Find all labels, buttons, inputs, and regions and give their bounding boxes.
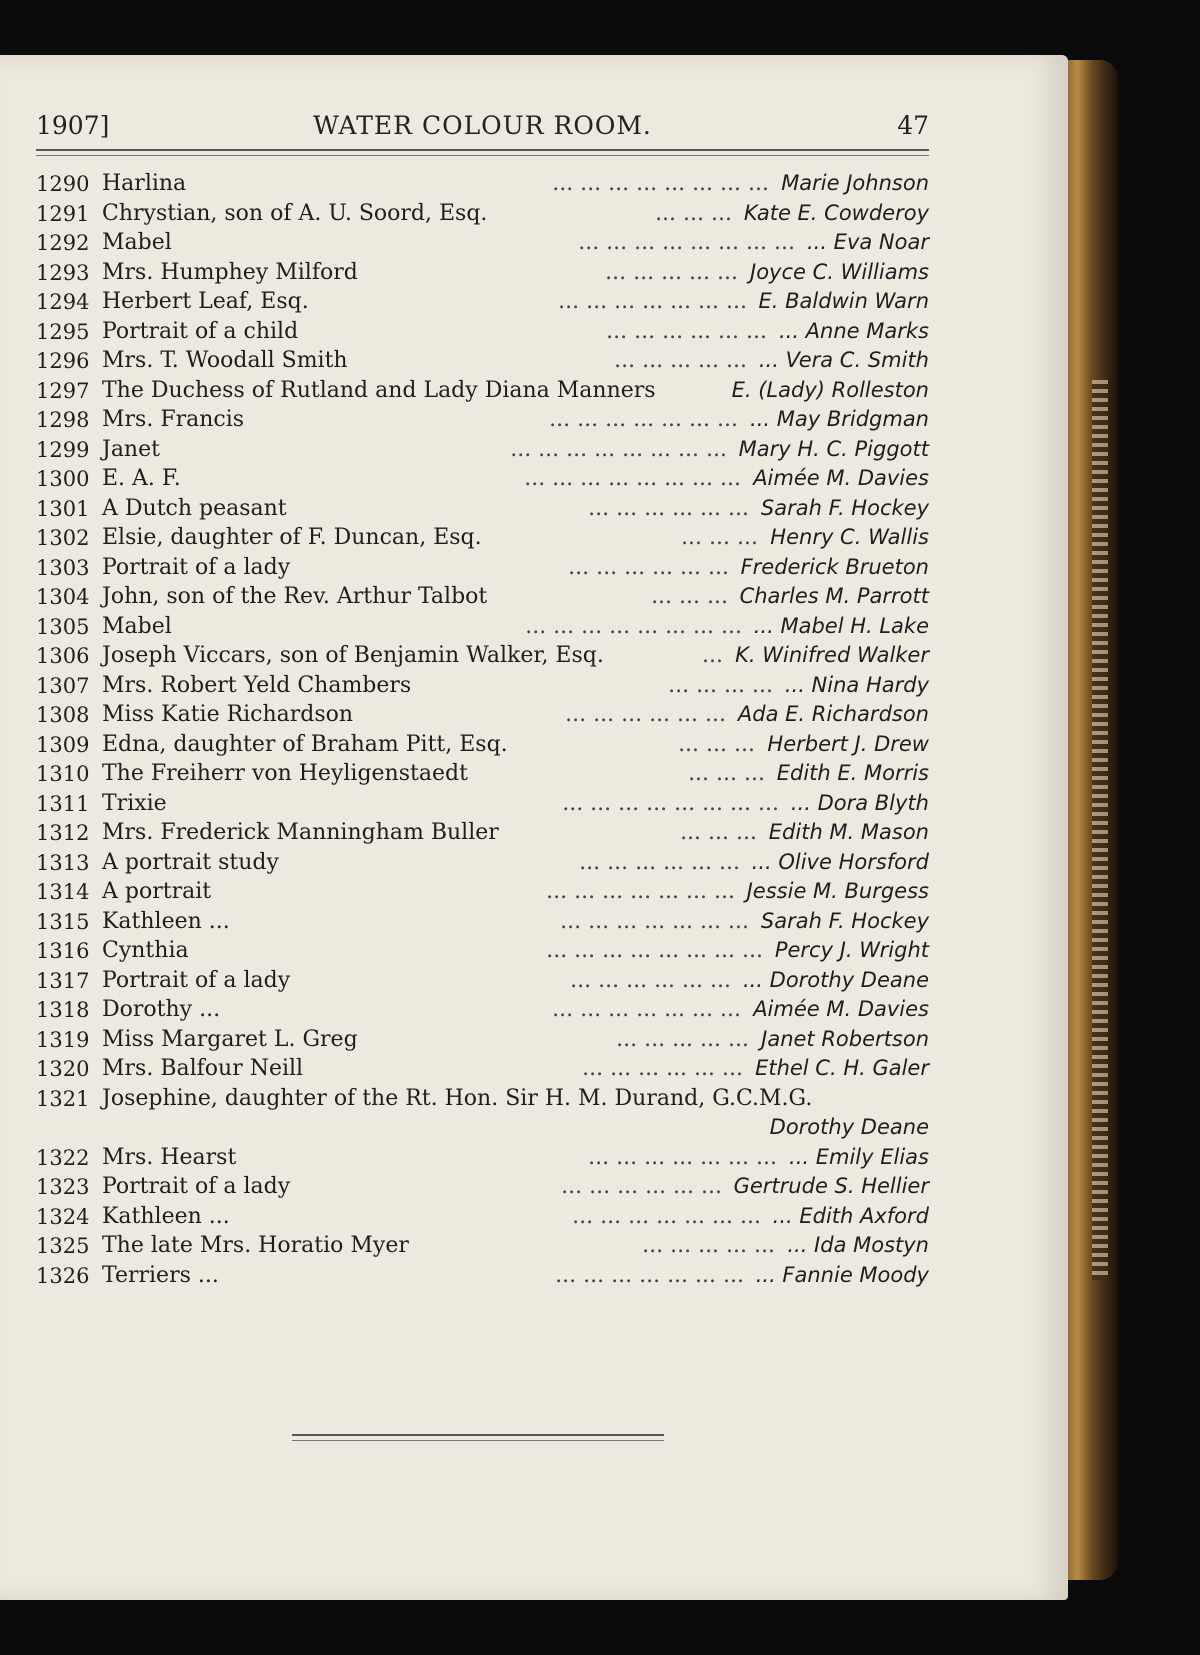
entry-title: Portrait of a lady [102, 1174, 291, 1199]
entry-number: 1294 [36, 290, 90, 314]
entry-artist: Ada E. Richardson [737, 702, 929, 726]
entry-title: A portrait [102, 879, 212, 904]
catalogue-entry [36, 199, 929, 229]
entry-number: 1291 [36, 201, 90, 226]
entry-number: 1312 [36, 821, 90, 845]
leader-dots: ... ... ... ... ... ... ... [588, 1144, 777, 1170]
entry-artist: Sarah F. Hockey [760, 495, 929, 520]
entry-number: 1300 [36, 467, 90, 491]
leader-dots: ... ... ... ... ... ... [579, 849, 740, 875]
catalogue-entry [36, 907, 929, 937]
entry-artist: ... Dora Blyth [790, 790, 929, 815]
entry-artist: K. Winifred Walker [735, 643, 929, 667]
entry-artist: ... Mabel H. Lake [753, 613, 929, 638]
catalogue-entry [36, 1054, 929, 1084]
entry-title: Chrystian, son of A. U. Soord, Esq. [102, 200, 488, 226]
entry-artist: ... Vera C. Smith [758, 348, 929, 372]
catalogue-entry [36, 376, 929, 406]
catalogue-entry [36, 287, 929, 317]
catalogue-entry [36, 1231, 929, 1261]
entry-title: Trixie [102, 790, 167, 816]
catalogue-entry [36, 730, 929, 760]
entry-artist: Percy J. Wright [774, 938, 929, 962]
entry-title: Terriers ... [102, 1262, 219, 1288]
entry-number: 1316 [36, 939, 90, 963]
entry-title: A Dutch peasant [102, 495, 287, 521]
catalogue-entry [36, 641, 929, 671]
entry-number: 1299 [36, 437, 90, 462]
entry-number: 1323 [36, 1175, 90, 1199]
entry-title: Miss Katie Richardson [102, 702, 354, 727]
entry-artist: Jessie M. Burgess [746, 879, 929, 903]
entry-number: 1295 [36, 319, 90, 344]
entry-artist: Henry C. Wallis [770, 525, 929, 549]
entry-title: The Freiherr von Heyligenstaedt [102, 761, 468, 786]
entry-artist: ... Eva Noar [806, 230, 929, 254]
leader-dots: ... ... ... ... ... ... [568, 554, 729, 580]
entry-number: 1313 [36, 850, 90, 875]
entry-artist: Herbert J. Drew [767, 731, 929, 756]
leader-dots: ... ... ... ... ... [605, 259, 738, 285]
entry-title: Herbert Leaf, Esq. [102, 289, 309, 314]
entry-number: 1292 [36, 231, 90, 255]
entry-artist: Ethel C. H. Galer [755, 1056, 929, 1080]
catalogue-entry [36, 671, 929, 701]
catalogue-entry [36, 700, 929, 730]
leader-dots: ... ... ... ... ... ... [588, 495, 749, 521]
entry-number: 1318 [36, 998, 90, 1022]
entry-number: 1298 [36, 408, 90, 432]
catalogue-entry [36, 995, 929, 1025]
catalogue-entry [36, 1025, 929, 1055]
leader-dots: ... ... ... ... ... ... ... [555, 1262, 744, 1288]
entry-title: Dorothy ... [102, 997, 221, 1022]
entry-number: 1303 [36, 555, 90, 580]
entry-number: 1310 [36, 762, 90, 786]
entry-artist: Edith M. Mason [768, 820, 929, 844]
catalogue-entry [36, 405, 929, 435]
entry-artist: Edith E. Morris [776, 761, 929, 785]
entry-title: The Duchess of Rutland and Lady Diana Manners [102, 377, 656, 403]
entry-title: A portrait study [102, 849, 279, 875]
catalogue-entry [36, 346, 929, 376]
leader-dots: ... ... ... ... ... ... ... [549, 407, 738, 432]
leader-dots: ... ... ... ... ... ... ... [572, 1203, 761, 1229]
leader-dots: ... [702, 643, 723, 668]
entry-number: 1290 [36, 172, 90, 196]
entry-title: Mrs. Frederick Manningham Buller [102, 820, 499, 845]
leader-dots: ... ... ... ... ... [616, 1026, 749, 1052]
leader-dots: ... ... ... ... ... [642, 1233, 775, 1258]
entry-artist: Marie Johnson [781, 171, 929, 195]
entry-title: Mabel [102, 613, 172, 639]
entry-number: 1306 [36, 644, 90, 668]
entry-title: Joseph Viccars, son of Benjamin Walker, Esq. [102, 643, 604, 668]
entry-number: 1321 [36, 1086, 90, 1111]
entry-title: John, son of the Rev. Arthur Talbot [102, 584, 488, 609]
entry-title: Cynthia [102, 938, 189, 963]
entry-number: 1322 [36, 1145, 90, 1170]
entry-artist: ... Edith Axford [772, 1203, 929, 1228]
entry-artist: Aimée M. Davies [753, 466, 929, 490]
catalogue-entry [36, 936, 929, 966]
entry-number: 1324 [36, 1204, 90, 1229]
book-spine [1060, 60, 1118, 1580]
entry-number: 1317 [36, 968, 90, 993]
entry-artist: Charles M. Parrott [739, 584, 929, 608]
spine-decoration [1092, 380, 1108, 1280]
page-number: 47 [897, 111, 929, 140]
entry-number: 1301 [36, 496, 90, 521]
catalogue-entry [36, 464, 929, 494]
leader-dots: ... ... ... ... ... ... [570, 967, 731, 993]
leader-dots: ... ... ... [680, 820, 757, 845]
entry-title: Mrs. Hearst [102, 1144, 237, 1170]
leader-dots: ... ... ... ... [668, 672, 773, 698]
entry-number: 1319 [36, 1027, 90, 1052]
catalogue-entry [36, 317, 929, 347]
leader-dots: ... ... ... [655, 200, 732, 226]
entry-title: Janet [102, 436, 160, 462]
entry-title: Portrait of a lady [102, 967, 291, 993]
entry-artist: ... May Bridgman [750, 407, 929, 431]
entry-number: 1297 [36, 378, 90, 403]
leader-dots: ... ... ... [678, 731, 755, 757]
entry-number: 1314 [36, 880, 90, 904]
catalogue-list [36, 169, 929, 1290]
entry-artist: E. (Lady) Rolleston [731, 377, 929, 402]
entry-number: 1325 [36, 1234, 90, 1258]
entry-number: 1296 [36, 349, 90, 373]
entry-artist: Mary H. C. Piggott [738, 436, 929, 461]
leader-dots: ... ... ... ... ... ... [606, 318, 767, 344]
catalogue-entry [36, 435, 929, 465]
leader-dots: ... ... ... ... ... ... [582, 1056, 743, 1081]
leader-dots: ... ... ... ... ... ... ... ... [578, 230, 795, 255]
catalogue-entry [36, 169, 929, 199]
entry-number: 1308 [36, 703, 90, 727]
catalogue-entry [36, 848, 929, 878]
catalogue-entry [36, 228, 929, 258]
entry-title: Mrs. T. Woodall Smith [102, 348, 348, 373]
entry-number: 1315 [36, 909, 90, 934]
entry-artist: ... Nina Hardy [784, 672, 929, 697]
entry-artist: ... Dorothy Deane [742, 967, 929, 992]
entry-artist: ... Fannie Moody [755, 1262, 929, 1287]
entry-number: 1311 [36, 791, 90, 816]
entry-title: Portrait of a lady [102, 554, 291, 580]
entry-title: Mrs. Francis [102, 407, 245, 432]
running-header [36, 111, 929, 151]
entry-number: 1307 [36, 673, 90, 698]
entry-number: 1309 [36, 732, 90, 757]
leader-dots: ... ... ... ... ... [614, 348, 747, 373]
catalogue-entry [36, 759, 929, 789]
leader-dots: ... ... ... ... ... ... ... ... [524, 466, 741, 491]
entry-artist: ... Olive Horsford [751, 849, 929, 874]
entry-title: Mrs. Robert Yeld Chambers [102, 672, 412, 698]
entry-artist: ... Ida Mostyn [787, 1233, 929, 1257]
entry-artist: Dorothy Deane [769, 1114, 929, 1139]
entry-artist: Janet Robertson [761, 1026, 929, 1051]
leader-dots: ... ... ... [651, 584, 728, 609]
entry-title: Mabel [102, 230, 172, 255]
leader-dots: ... ... ... ... ... ... [565, 702, 726, 727]
catalogue-entry [36, 966, 929, 996]
catalogue-entry [36, 1202, 929, 1232]
catalogue-entry [36, 1143, 929, 1173]
entry-artist: ... Anne Marks [778, 318, 929, 343]
leader-dots: ... ... ... ... ... ... [561, 1174, 722, 1199]
leader-dots: ... ... ... ... ... ... ... [546, 879, 735, 904]
header-year: 1907] [36, 111, 110, 140]
catalogue-entry [36, 553, 929, 583]
entry-artist: Aimée M. Davies [753, 997, 929, 1021]
leader-dots: ... ... ... [681, 525, 758, 550]
entry-artist: E. Baldwin Warn [758, 289, 929, 313]
entry-artist: Kate E. Cowderoy [743, 200, 929, 225]
entry-title: Harlina [102, 171, 187, 196]
leader-dots: ... ... ... ... ... ... ... [560, 908, 749, 934]
catalogue-entry [36, 612, 929, 642]
catalogue-entry [36, 1084, 929, 1143]
entry-artist: Sarah F. Hockey [760, 908, 929, 933]
book-page [0, 55, 1068, 1600]
leader-dots: ... ... ... [688, 761, 765, 786]
leader-dots: ... ... ... ... ... ... ... [558, 289, 747, 314]
leader-dots: ... ... ... ... ... ... ... ... [525, 613, 742, 639]
entry-number: 1302 [36, 526, 90, 550]
entry-number: 1293 [36, 260, 90, 285]
closing-rule [292, 1434, 664, 1441]
catalogue-entry [36, 877, 929, 907]
entry-artist: Joyce C. Williams [750, 259, 929, 284]
leader-dots: ... ... ... ... ... ... ... ... [510, 436, 727, 462]
leader-dots: ... ... ... ... ... ... ... ... [546, 938, 763, 963]
leader-dots: ... ... ... ... ... ... ... ... [562, 790, 779, 816]
entry-title: Miss Margaret L. Greg [102, 1026, 358, 1052]
entry-title: Mrs. Balfour Neill [102, 1056, 304, 1081]
leader-dots: ... ... ... ... ... ... ... ... [552, 171, 769, 196]
header-rule [36, 149, 929, 156]
entry-title: Elsie, daughter of F. Duncan, Esq. [102, 525, 482, 550]
catalogue-entry [36, 582, 929, 612]
entry-number: 1304 [36, 585, 90, 609]
catalogue-entry [36, 523, 929, 553]
entry-title: Kathleen ... [102, 908, 230, 934]
catalogue-entry [36, 1261, 929, 1291]
leader-dots: ... ... ... ... ... ... ... [552, 997, 741, 1022]
entry-title: Kathleen ... [102, 1203, 230, 1229]
entry-artist: Frederick Brueton [740, 554, 929, 579]
entry-title: The late Mrs. Horatio Myer [102, 1233, 409, 1258]
entry-number: 1305 [36, 614, 90, 639]
entry-title: Portrait of a child [102, 318, 299, 344]
catalogue-entry [36, 789, 929, 819]
entry-title: Josephine, daughter of the Rt. Hon. Sir H. M. Durand, G.C.M.G. [102, 1085, 813, 1111]
entry-number: 1320 [36, 1057, 90, 1081]
entry-title: Edna, daughter of Braham Pitt, Esq. [102, 731, 508, 757]
page-title: WATER COLOUR ROOM. [313, 111, 652, 140]
entry-title: E. A. F. [102, 466, 181, 491]
catalogue-entry [36, 258, 929, 288]
catalogue-entry [36, 494, 929, 524]
catalogue-entry [36, 818, 929, 848]
entry-artist: Gertrude S. Hellier [733, 1174, 929, 1198]
catalogue-entry [36, 1172, 929, 1202]
entry-number: 1326 [36, 1263, 90, 1288]
entry-title: Mrs. Humphey Milford [102, 259, 358, 285]
entry-artist: ... Emily Elias [789, 1144, 929, 1169]
